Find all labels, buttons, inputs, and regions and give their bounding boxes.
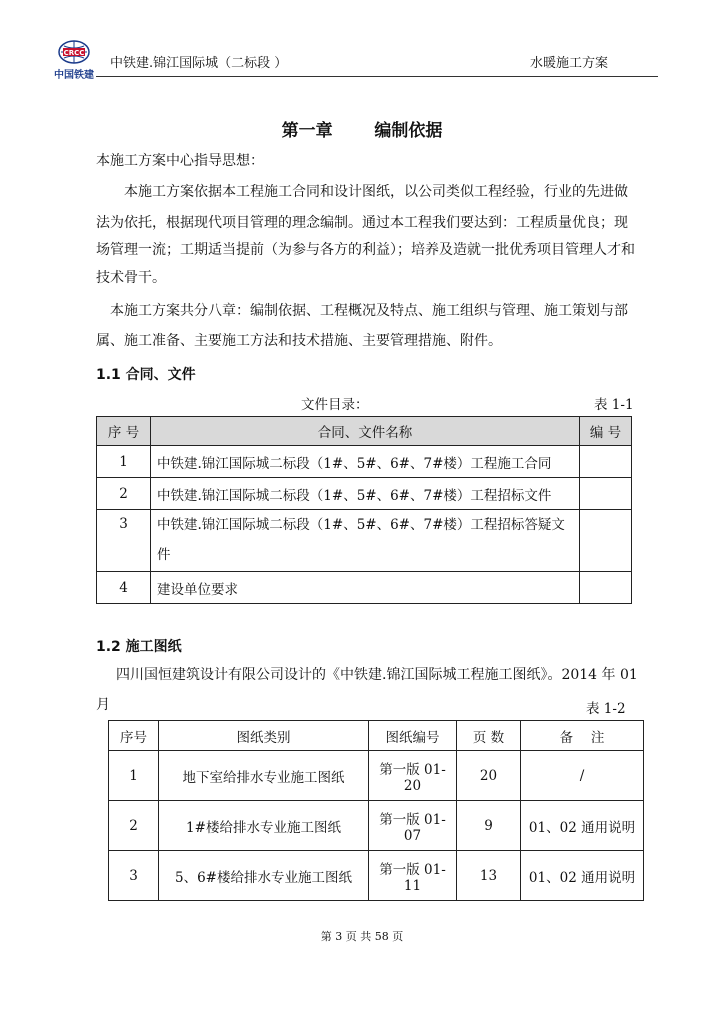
chapter-number: 第一章 bbox=[281, 121, 333, 141]
col-header-no: 序 号 bbox=[97, 417, 151, 446]
chapter-heading bbox=[0, 116, 724, 141]
row-code: 第一版 01-20 bbox=[369, 751, 457, 801]
table-1-caption: 文件目录： bbox=[301, 397, 369, 413]
page-footer: 第 3 页 共 58 页 bbox=[320, 930, 404, 943]
intro-p1-line4: 技术骨干。 bbox=[96, 270, 166, 286]
row-no: 1 bbox=[109, 751, 159, 801]
intro-p2-line2: 属、施工准备、主要施工方法和技术措施、主要管理措施、附件。 bbox=[96, 333, 502, 349]
col-header-pages: 页 数 bbox=[457, 721, 521, 751]
header-project: 中铁建.锦江国际城（二标段 ） bbox=[110, 56, 288, 71]
row-no: 2 bbox=[109, 801, 159, 851]
col-header-type: 图纸类别 bbox=[159, 721, 369, 751]
drawings-table bbox=[108, 720, 644, 901]
col-header-no: 序号 bbox=[109, 721, 159, 751]
row-name: 中铁建.锦江国际城二标段（1#、5#、6#、7#楼）工程施工合同 bbox=[151, 446, 580, 478]
contract-documents-table bbox=[96, 416, 632, 604]
section-1-2-text-line2: 月 bbox=[96, 697, 110, 713]
col-header-code: 图纸编号 bbox=[369, 721, 457, 751]
row-no: 1 bbox=[97, 446, 151, 478]
row-name-line2: 件 bbox=[157, 547, 171, 563]
table-row bbox=[97, 446, 632, 478]
header-doc-title: 水暖施工方案 bbox=[530, 56, 609, 71]
row-code bbox=[580, 446, 632, 478]
table-row bbox=[97, 510, 632, 572]
intro-heading: 本施工方案中心指导思想： bbox=[96, 153, 264, 169]
table-row bbox=[109, 751, 644, 801]
row-note: / bbox=[521, 751, 644, 801]
company-logo bbox=[52, 38, 96, 80]
row-name-line1: 中铁建.锦江国际城二标段（1#、5#、6#、7#楼）工程招标答疑文 bbox=[157, 517, 565, 533]
row-no: 3 bbox=[109, 851, 159, 901]
table-1-number: 表 1-1 bbox=[594, 397, 634, 413]
row-code bbox=[580, 510, 632, 572]
logo-text: 中国铁建 bbox=[54, 70, 94, 81]
intro-p1-line2: 法为依托，根据现代项目管理的理念编制。通过本工程我们要达到：工程质量优良；现 bbox=[96, 215, 628, 231]
row-no: 4 bbox=[97, 572, 151, 604]
table-header-row bbox=[109, 721, 644, 751]
section-1-1-title: 1.1 合同、文件 bbox=[96, 367, 196, 383]
row-code: 第一版 01-11 bbox=[369, 851, 457, 901]
row-no: 3 bbox=[97, 510, 151, 572]
section-1-2-title: 1.2 施工图纸 bbox=[96, 639, 182, 655]
row-type: 1#楼给排水专业施工图纸 bbox=[159, 801, 369, 851]
header-rule bbox=[96, 76, 658, 77]
row-code: 第一版 01-07 bbox=[369, 801, 457, 851]
table-row bbox=[109, 851, 644, 901]
intro-p1-line3: 场管理一流；工期适当提前（为参与各方的利益）；培养及造就一批优秀项目管理人才和 bbox=[96, 242, 635, 258]
row-no: 2 bbox=[97, 478, 151, 510]
row-name: 建设单位要求 bbox=[151, 572, 580, 604]
chapter-title: 编制依据 bbox=[374, 121, 443, 141]
intro-p2-line1: 本施工方案共分八章：编制依据、工程概况及特点、施工组织与管理、施工策划与部 bbox=[110, 303, 628, 319]
row-pages: 20 bbox=[457, 751, 521, 801]
row-name: 中铁建.锦江国际城二标段（1#、5#、6#、7#楼）工程招标文件 bbox=[151, 478, 580, 510]
row-code bbox=[580, 572, 632, 604]
section-1-2-text-line1: 四川国恒建筑设计有限公司设计的《中铁建.锦江国际城工程施工图纸》。2014 年 01 bbox=[116, 667, 638, 683]
row-name bbox=[151, 510, 580, 572]
intro-p1-line1: 本施工方案依据本工程施工合同和设计图纸，以公司类似工程经验，行业的先进做 bbox=[124, 184, 628, 200]
col-header-note: 备 注 bbox=[521, 721, 644, 751]
row-type: 地下室给排水专业施工图纸 bbox=[159, 751, 369, 801]
row-pages: 13 bbox=[457, 851, 521, 901]
table-row bbox=[97, 572, 632, 604]
svg-text:CRCC: CRCC bbox=[63, 49, 85, 57]
row-pages: 9 bbox=[457, 801, 521, 851]
row-note: 01、02 通用说明 bbox=[521, 851, 644, 901]
col-header-code: 编 号 bbox=[580, 417, 632, 446]
table-row bbox=[109, 801, 644, 851]
table-row bbox=[97, 478, 632, 510]
row-type: 5、6#楼给排水专业施工图纸 bbox=[159, 851, 369, 901]
col-header-name: 合同、文件名称 bbox=[151, 417, 580, 446]
table-2-number: 表 1-2 bbox=[586, 701, 626, 717]
table-header-row bbox=[97, 417, 632, 446]
row-code bbox=[580, 478, 632, 510]
row-note: 01、02 通用说明 bbox=[521, 801, 644, 851]
